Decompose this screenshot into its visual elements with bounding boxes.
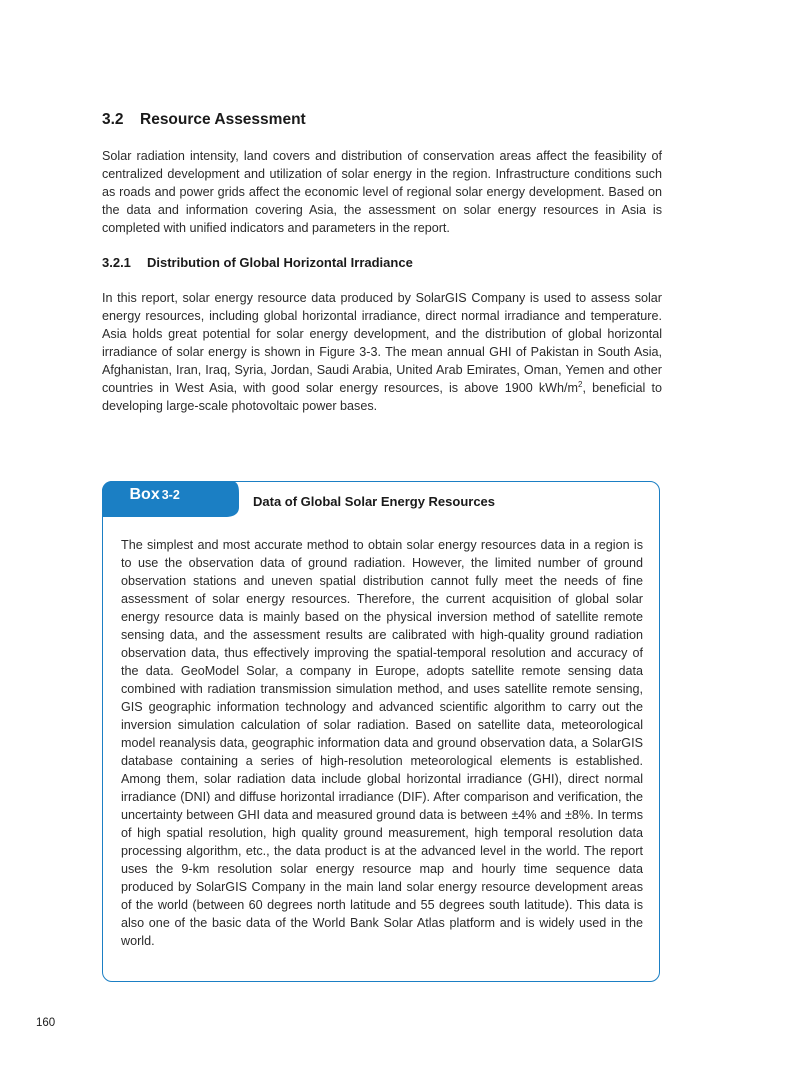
section-title: Resource Assessment [140, 111, 306, 128]
section-paragraph: Solar radiation intensity, land covers and distribution of conservation areas affect the feasibility of centralized development and utilization of solar energy in the region. Infrastructure conditions such as roads and power grids affect the economic level of regional solar energy development. Based on the data and information covering Asia, the assessment on solar energy resources in Asia is completed with unified indicators and parameters in the report. [102, 149, 662, 235]
section-heading [102, 111, 306, 129]
box-tab-curve [225, 481, 253, 517]
box-number: 3-2 [161, 487, 180, 502]
subsection-paragraph-tail: , beneficial to developing large-scale photovoltaic power bases. [102, 381, 662, 413]
subsection-title: Distribution of Global Horizontal Irradiance [147, 255, 413, 270]
section-number: 3.2 [102, 111, 124, 128]
box-label [130, 486, 180, 504]
superscript: 2 [578, 379, 583, 389]
subsection-number: 3.2.1 [102, 255, 131, 270]
info-box [102, 481, 660, 982]
page-number: 160 [36, 1017, 56, 1029]
box-tab [102, 481, 227, 517]
box-title: Data of Global Solar Energy Resources [253, 494, 496, 509]
box-body: The simplest and most accurate method to obtain solar energy resources data in a region is to use the observation data of ground radiation. However, the limited number of ground observation stations and uneven spatial distribution cannot fully meet the needs of fine assessment of solar energy resources. Therefore, the current acquisition of global solar energy resource data is mainly based on the physical inversion method of satellite remote sensing data, and the assessment results are calibrated with high-quality ground radiation observation data, thus effectively improving the spatial-temporal resolution and accuracy of the data. GeoModel Solar, a company in Europe, adopts satellite remote sensing data combined with radiation transmission simulation method, and uses satellite remote sensing, GIS geographic information technology and advanced scientific algorithm to carry out the inversion simulation calculation of solar radiation. Based on satellite data, meteorological model reanalysis data, geographic information data and ground observation data, a SolarGIS database containing a series of high-resolution meteorological elements is established. Among them, solar radiation data include global horizontal irradiance (GHI), direct normal irradiance (DNI) and diffuse horizontal irradiance (DIF). After comparison and verification, the uncertainty between GHI data and measured ground data is between ±4% and ±8%. In terms of high spatial resolution, high quality ground measurement, high temporal resolution data processing algorithm, etc., the data product is at the advanced level in the world. The report uses the 9-km resolution solar energy resource map and hourly time sequence data produced by SolarGIS Company in the main land solar energy resource development areas of the world (between 60 degrees north latitude and 55 degrees south latitude). This data is also one of the basic data of the World Bank Solar Atlas platform and is widely used in the world. [121, 538, 643, 948]
subsection-heading [102, 255, 413, 270]
subsection-paragraph [102, 289, 662, 415]
subsection-paragraph-text: In this report, solar energy resource data produced by SolarGIS Company is used to assess solar energy resources, including global horizontal irradiance, direct normal irradiance and temperature. Asia holds great potential for solar energy development, and the distribution of global horizontal irradiance of solar energy is shown in Figure 3-3. The mean annual GHI of Pakistan in South Asia, Afghanistan, Iran, Iraq, Syria, Jordan, Saudi Arabia, United Arab Emirates, Oman, Yemen and other countries in West Asia, with good solar energy resources, is above 1900 kWh/m [102, 291, 662, 395]
box-label-word: Box [129, 485, 160, 503]
